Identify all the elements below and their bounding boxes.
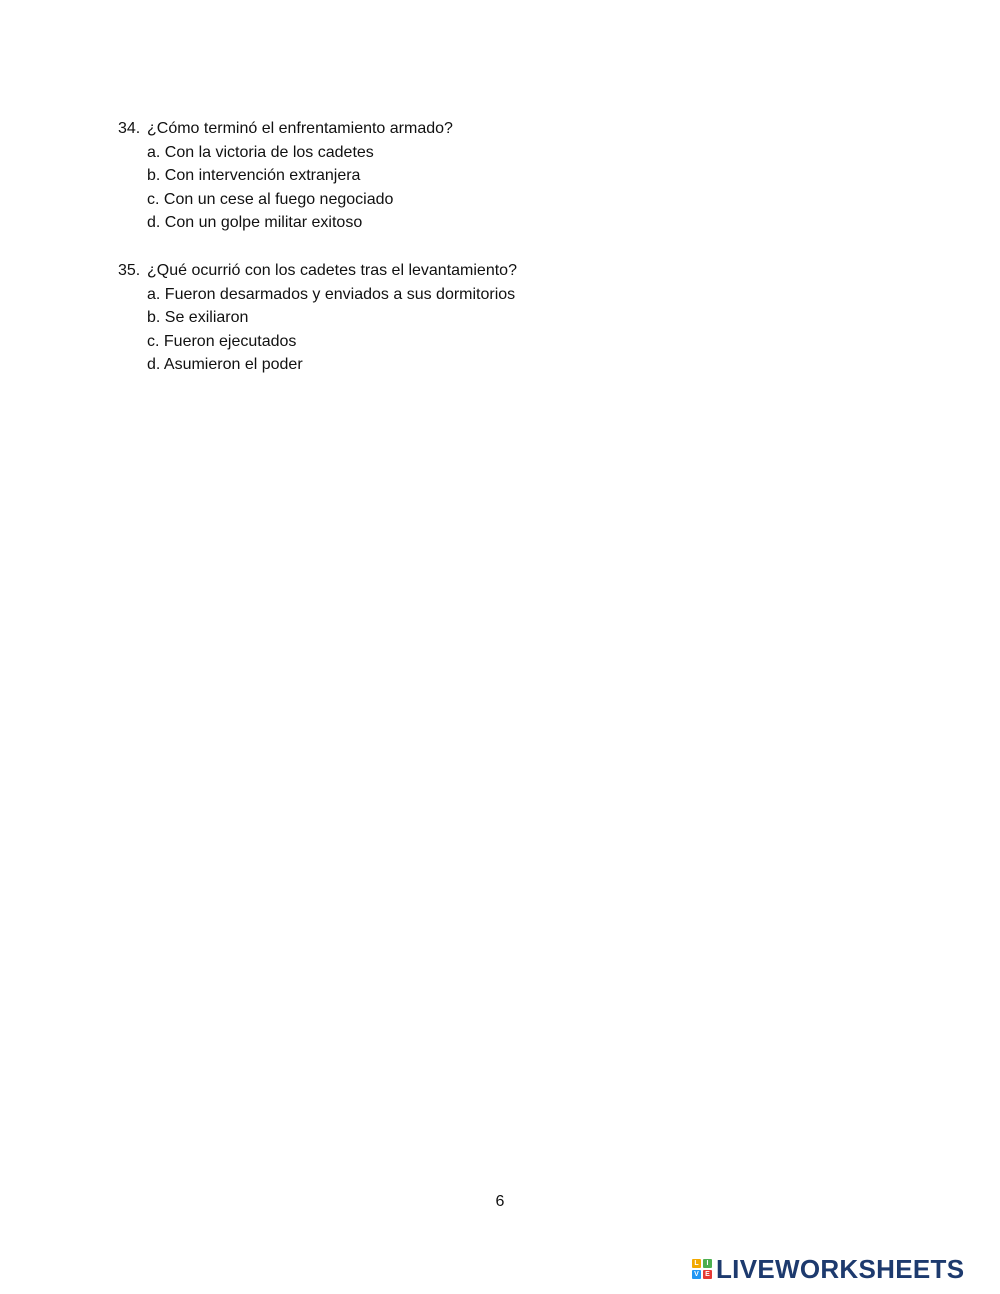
page-number: 6 [495, 1193, 505, 1210]
brand-name: LIVEWORKSHEETS [716, 1254, 965, 1284]
logo-tile-l: L [692, 1259, 701, 1268]
option-d: d. Asumieron el poder [147, 356, 303, 374]
question-text: ¿Qué ocurrió con los cadetes tras el levantamiento? [147, 262, 517, 279]
question-35 [118, 259, 517, 377]
option-b: b. Se exiliaron [147, 309, 249, 327]
liveworksheets-logo [692, 1256, 964, 1282]
option-a: a. Con la victoria de los cadetes [147, 143, 374, 161]
logo-tile-e: E [703, 1270, 712, 1279]
option-d: d. Con un golpe militar exitoso [147, 214, 363, 232]
option-b: b. Con intervención extranjera [147, 167, 361, 185]
question-text: ¿Cómo terminó el enfrentamiento armado? [147, 120, 453, 137]
liveworksheets-logo-icon [692, 1259, 712, 1279]
question-number: 34. [118, 120, 141, 137]
option-c: c. Con un cese al fuego negociado [147, 190, 394, 208]
option-a: a. Fueron desarmados y enviados a sus dormitorios [147, 285, 516, 303]
logo-tile-v: V [692, 1270, 701, 1279]
question-34 [118, 117, 453, 235]
question-number: 35. [118, 262, 141, 279]
logo-tile-i: I [703, 1259, 712, 1268]
option-c: c. Fueron ejecutados [147, 332, 297, 350]
